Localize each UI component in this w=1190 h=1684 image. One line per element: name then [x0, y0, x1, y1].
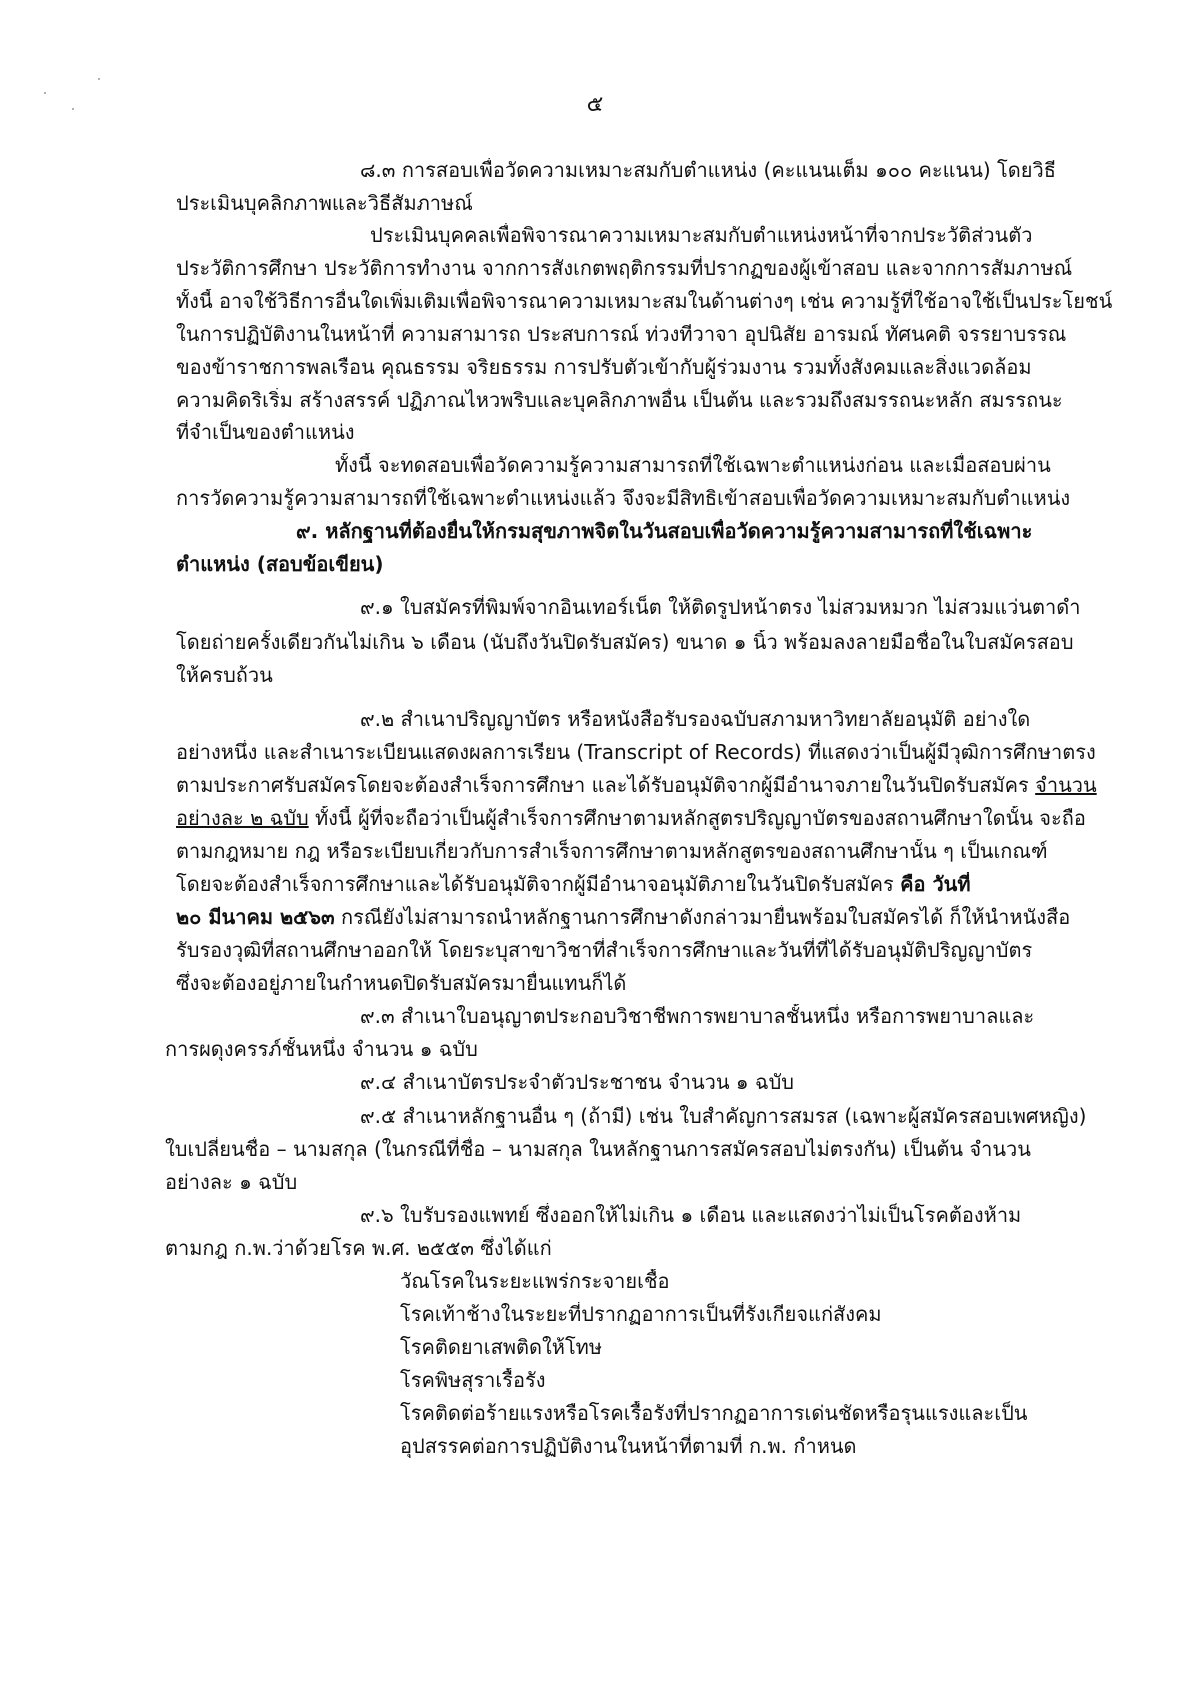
- scan-speck: [98, 78, 100, 80]
- s92-deadline-date-bold: ๒๐ มีนาคม ๒๕๖๓: [176, 905, 335, 929]
- disease-item-2: โรคเท้าช้างในระยะที่ปรากฏอาการเป็นที่รังเกียจแก่สังคม: [400, 1302, 882, 1326]
- s92-date-label-bold: คือ วันที่: [900, 872, 971, 896]
- s83-line-4: ประวัติการศึกษา ประวัติการทำงาน จากการสังเกตพฤติกรรมที่ปรากฏของผู้เข้าสอบ และจากการสัมภาษณ์: [176, 256, 1073, 280]
- s91-line-2: โดยถ่ายครั้งเดียวกันไม่เกิน ๖ เดือน (นับถึงวันปิดรับสมัคร) ขนาด ๑ นิ้ว พร้อมลงลายมือชื่อในใบสมัครสอบ: [176, 630, 1074, 654]
- s9-heading-1: ๙. หลักฐานที่ต้องยื่นให้กรมสุขภาพจิตในวันสอบเพื่อวัดความรู้ความสามารถที่ใช้เฉพาะ: [296, 519, 1033, 543]
- s94-line-1: ๙.๔ สำเนาบัตรประจำตัวประชาชน จำนวน ๑ ฉบับ: [360, 1070, 794, 1094]
- s92-line-3: [0, 773, 1190, 797]
- s92-line-7-text: กรณียังไม่สามารถนำหลักฐานการศึกษาดังกล่าวมายื่นพร้อมใบสมัครได้ ก็ให้นำหนังสือ: [334, 905, 1071, 929]
- s9-heading-2: ตำแหน่ง (สอบข้อเขียน): [176, 552, 384, 576]
- s92-line-4-text: ทั้งนี้ ผู้ที่จะถือว่าเป็นผู้สำเร็จการศึกษาตามหลักสูตรปริญญาบัตรของสถานศึกษาใดนั้น จะถือ: [308, 806, 1086, 830]
- s93-line-2: การผดุงครรภ์ชั้นหนึ่ง จำนวน ๑ ฉบับ: [165, 1037, 478, 1061]
- s91-line-1: ๙.๑ ใบสมัครที่พิมพ์จากอินเทอร์เน็ต ให้ติดรูปหน้าตรง ไม่สวมหมวก ไม่สวมแว่นตาดำ: [360, 595, 1081, 619]
- s92-line-3-text: ตามประกาศรับสมัครโดยจะต้องสำเร็จการศึกษา และได้รับอนุมัติจากผู้มีอำนาจภายในวันปิดรับสมัคร: [176, 773, 1036, 797]
- s95-line-3: อย่างละ ๑ ฉบับ: [165, 1170, 298, 1194]
- s92-line-1: ๙.๒ สำเนาปริญญาบัตร หรือหนังสือรับรองฉบับสภามหาวิทยาลัยอนุมัติ อย่างใด: [360, 707, 1031, 731]
- s83-line-9: ที่จำเป็นของตำแหน่ง: [176, 420, 355, 444]
- disease-item-3: โรคติดยาเสพติดให้โทษ: [400, 1335, 603, 1359]
- s93-line-1: ๙.๓ สำเนาใบอนุญาตประกอบวิชาชีพการพยาบาลชั้นหนึ่ง หรือการพยาบาลและ: [360, 1004, 1035, 1028]
- s83-line-3: ประเมินบุคคลเพื่อพิจารณาความเหมาะสมกับตำแหน่งหน้าที่จากประวัติส่วนตัว: [370, 223, 1033, 247]
- s92-count-underlined: จำนวน: [1035, 773, 1097, 797]
- s92-copies-underlined: อย่างละ ๒ ฉบับ: [176, 806, 309, 830]
- s92-line-6: [0, 872, 1190, 896]
- s83-line-11: การวัดความรู้ความสามารถที่ใช้เฉพาะตำแหน่งแล้ว จึงจะมีสิทธิเข้าสอบเพื่อวัดความเหมาะสมกับตำแหน่ง: [176, 486, 1071, 510]
- s83-line-8: ความคิดริเริ่ม สร้างสรรค์ ปฏิภาณไหวพริบและบุคลิกภาพอื่น เป็นต้น และรวมถึงสมรรถนะหลัก สมรรถนะ: [176, 388, 1063, 412]
- s92-line-6-text: โดยจะต้องสำเร็จการศึกษาและได้รับอนุมัติจากผู้มีอำนาจอนุมัติภายในวันปิดรับสมัคร: [176, 872, 901, 896]
- disease-item-4: โรคพิษสุราเรื้อรัง: [400, 1368, 546, 1392]
- s92-line-8: รับรองวุฒิที่สถานศึกษาออกให้ โดยระบุสาขาวิชาที่สำเร็จการศึกษาและวันที่ที่ได้รับอนุมัติปริญญาบัตร: [176, 938, 1033, 962]
- s92-line-5: ตามกฎหมาย กฎ หรือระเบียบเกี่ยวกับการสำเร็จการศึกษาตามหลักสูตรของสถานศึกษานั้น ๆ เป็นเกณฑ์: [176, 839, 1048, 863]
- s96-line-1: ๙.๖ ใบรับรองแพทย์ ซึ่งออกให้ไม่เกิน ๑ เดือน และแสดงว่าไม่เป็นโรคต้องห้าม: [360, 1203, 1022, 1227]
- s92-line-2: อย่างหนึ่ง และสำเนาระเบียนแสดงผลการเรียน (Transcript of Records) ที่แสดงว่าเป็นผู้มีวุฒิการศึกษาตรง: [176, 740, 1096, 764]
- disease-item-1: วัณโรคในระยะแพร่กระจายเชื้อ: [400, 1269, 670, 1293]
- s95-line-2: ใบเปลี่ยนชื่อ – นามสกุล (ในกรณีที่ชื่อ – นามสกุล ในหลักฐานการสมัครสอบไม่ตรงกัน) เป็นต้น จำนวน: [165, 1137, 1031, 1161]
- page-number: ๕: [586, 92, 604, 117]
- s92-line-7: [0, 905, 1190, 929]
- disease-item-5: โรคติดต่อร้ายแรงหรือโรคเรื้อรังที่ปรากฏอาการเด่นชัดหรือรุนแรงและเป็น: [400, 1401, 1028, 1425]
- s83-line-5: ทั้งนี้ อาจใช้วิธีการอื่นใดเพิ่มเติมเพื่อพิจารณาความเหมาะสมในด้านต่างๆ เช่น ความรู้ที่ใช้อาจใช้เป็นประโยชน์: [176, 289, 1113, 313]
- s91-line-3: ให้ครบถ้วน: [176, 663, 273, 687]
- s83-line-1: ๘.๓ การสอบเพื่อวัดความเหมาะสมกับตำแหน่ง (คะแนนเต็ม ๑๐๐ คะแนน) โดยวิธี: [360, 158, 1056, 182]
- s92-line-9: ซึ่งจะต้องอยู่ภายในกำหนดปิดรับสมัครมายื่นแทนก็ได้: [176, 971, 627, 995]
- s83-line-2: ประเมินบุคลิกภาพและวิธีสัมภาษณ์: [176, 191, 473, 215]
- s83-line-6: ในการปฏิบัติงานในหน้าที่ ความสามารถ ประสบการณ์ ท่วงทีวาจา อุปนิสัย อารมณ์ ทัศนคติ จรรยาบรรณ: [176, 322, 1067, 346]
- s83-line-10: ทั้งนี้ จะทดสอบเพื่อวัดความรู้ความสามารถที่ใช้เฉพาะตำแหน่งก่อน และเมื่อสอบผ่าน: [335, 453, 1051, 477]
- disease-item-5-cont: อุปสรรคต่อการปฏิบัติงานในหน้าที่ตามที่ ก.พ. กำหนด: [400, 1434, 857, 1458]
- s96-line-2: ตามกฎ ก.พ.ว่าด้วยโรค พ.ศ. ๒๕๕๓ ซึ่งได้แก่: [165, 1236, 552, 1260]
- s95-line-1: ๙.๕ สำเนาหลักฐานอื่น ๆ (ถ้ามี) เช่น ใบสำคัญการสมรส (เฉพาะผู้สมัครสอบเพศหญิง): [360, 1104, 1087, 1128]
- s83-line-7: ของข้าราชการพลเรือน คุณธรรม จริยธรรม การปรับตัวเข้ากับผู้ร่วมงาน รวมทั้งสังคมและสิ่งแวดล้อม: [176, 355, 1032, 379]
- s92-line-4: [0, 806, 1190, 830]
